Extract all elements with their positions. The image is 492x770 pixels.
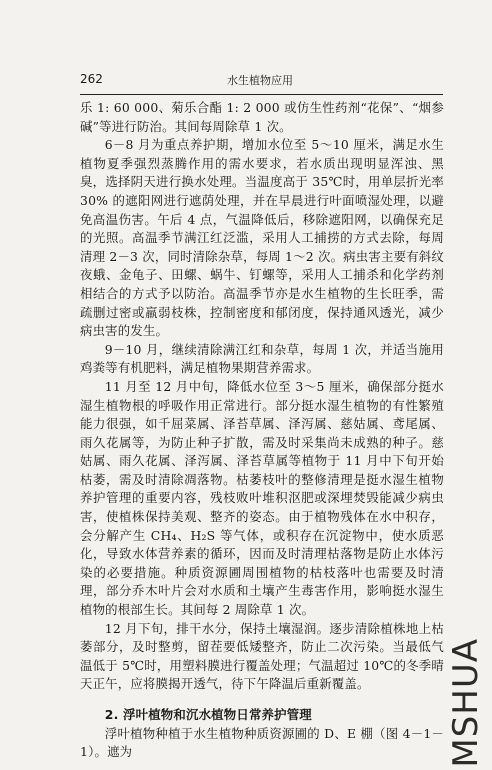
paragraph: 乐 1: 60 000、菊乐合酯 1: 2 000 或仿生性药剂“花保”、“烟参碱”等进行防治。其间每周除草 1 次。 (80, 100, 444, 134)
header-rule (80, 94, 443, 95)
paragraph: 浮叶植物种植于水生植物种质资源圃的 D、E 棚（图 4－1－1）。遮为 (80, 725, 444, 760)
page-header (80, 62, 440, 86)
paragraph: 9－10 月，继续清除满江红和杂草，每周 1 次，并适当施用鸡粪等有机肥料，满足植物果期营养需求。 (80, 341, 444, 376)
section-heading: 2. 浮叶植物和沉水植物日常养护管理 (104, 707, 312, 722)
running-head: 水生植物应用 (227, 74, 293, 87)
paragraph: 12 月下旬，排干水分，保持土壤湿润。逐步清除植株地上枯萎部分，及时整剪，留茬要低矮整齐，防止二次污染。当最低气温低于 5℃时，用塑料膜进行覆盖处理；气温超过 10℃的冬季晴天正午，应将膜揭开透气，待下午降温后重新覆盖。 (80, 620, 444, 692)
paragraph: 6－8 月为重点养护期，增加水位至 5～10 厘米，满足水生植物夏季强烈蒸腾作用的需水要求，若水质出现明显浑浊、黑臭，选择阴天进行换水处理。当温度高于 35℃时，用单层折光率 30% 的遮阳网进行遮荫处理，并在早晨进行叶面喷湿处理，以避免高温伤害。午后 4 点，气温降低后，移除遮阳网，以确保充足的光照。高温季节满江红泛滥，采用人工捕捞的方式去除，每周清理 2－3 次，同时清除杂草，每周 1～2 次。病虫害主要有斜纹夜蛾、金龟子、田螺、蜗牛、钉螺等，采用人工捕杀和化学药剂相结合的方式予以防治。高温季节亦是水生植物的生长旺季，需疏删过密或羸弱枝株，控制密度和郁闭度，保持通风透光，减少病虫害的发生。 (80, 137, 444, 339)
paragraph: 11 月至 12 月中旬，降低水位至 3～5 厘米，确保部分挺水湿生植物根的呼吸作用正常进行。部分挺水湿生植物的有性繁殖能力很强，如千屈菜属、泽苔草属、泽泻属、慈姑属、鸢尾属、雨久花属等，为防止种子扩散，需及时采集尚未成熟的种子。慈姑属、雨久花属、泽泻属、泽苔草属等植物于 11 月中下旬开始枯萎，需及时清除凋落物。枯萎枝叶的整修清理是挺水湿生植物养护管理的重要内容，残枝败叶堆积沤肥或深埋焚毁能减少病虫害，使植株保持美观、整齐的姿态。由于植物残体在水中积存，会分解产生 CH₄、H₂S 等气体，或积存在沉淀物中，使水质恶化，导致水体营养素的循环，因而及时清理枯落物是防止水体污染的必要措施。种质资源圃周围植物的枯枝落叶也需要及时清理，部分乔木叶片会对水质和土壤产生毒害作用，影响挺水湿生植物的根部生长。其间每 2 周除草 1 次。 (80, 378, 444, 618)
body-text (80, 99, 444, 762)
page-number: 262 (80, 72, 103, 86)
watermark: MSHUA (446, 638, 486, 768)
